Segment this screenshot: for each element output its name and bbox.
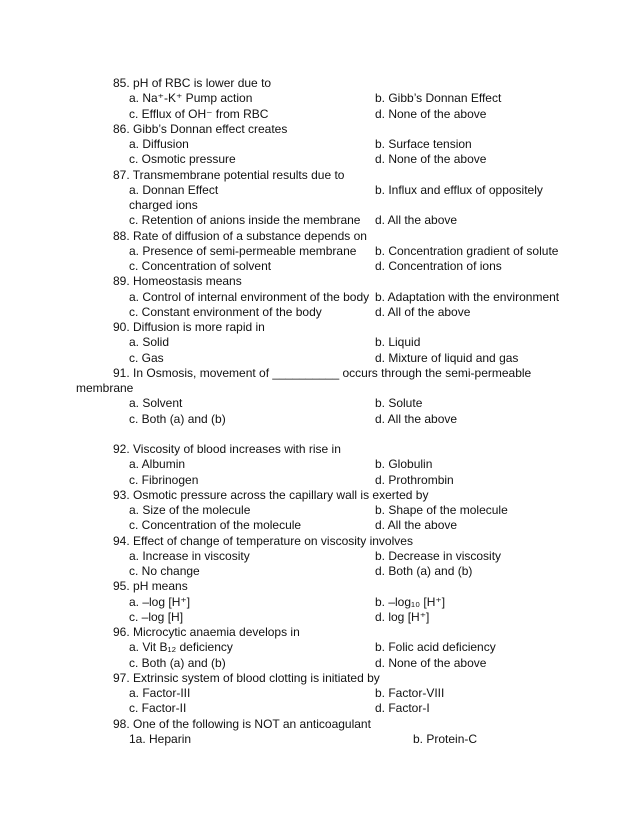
option-left-q96-1: c. Both (a) and (b) (129, 655, 226, 670)
option-left-q87-1: charged ions (129, 198, 198, 212)
option-right-q88-1: d. Concentration of ions (375, 259, 502, 273)
option-left-q97-0: a. Factor-III (129, 686, 191, 700)
option-left-q94-0: a. Increase in viscosity (129, 548, 250, 563)
option-right-q96-1: d. None of the above (375, 655, 487, 670)
option-right-q95-1: d. log [H⁺] (375, 609, 430, 624)
option-left-q86-0: a. Diffusion (129, 137, 189, 151)
question-q97: 97. Extrinsic system of blood clotting is initiated by (113, 670, 380, 685)
option-right-q89-0: b. Adaptation with the environment (375, 289, 560, 304)
question-q92: 92. Viscosity of blood increases with rise in (113, 442, 341, 456)
option-left-q98-0: 1a. Heparin (129, 731, 192, 746)
option-right-q88-0: b. Concentration gradient of solute (375, 243, 559, 258)
option-right-q91-0: b. Solute (375, 396, 423, 411)
option-right-q97-0: b. Factor-VIII (375, 686, 445, 700)
option-left-q97-1: c. Factor-II (129, 701, 187, 716)
option-left-q93-1: c. Concentration of the molecule (129, 518, 302, 533)
option-right-q90-1: d. Mixture of liquid and gas (375, 350, 519, 365)
question-q98: 98. One of the following is NOT an anticoagulant (113, 716, 371, 731)
option-right-q93-0: b. Shape of the molecule (375, 503, 508, 517)
question-q96: 96. Microcytic anaemia develops in (113, 625, 300, 639)
option-left-q89-1: c. Constant environment of the body (129, 304, 322, 319)
option-right-q98-0: b. Protein-C (413, 731, 478, 746)
option-left-q94-1: c. No change (129, 564, 200, 578)
question-q94: 94. Effect of change of temperature on viscosity involves (113, 533, 413, 548)
option-left-q85-0: a. Na⁺-K⁺ Pump action (129, 91, 253, 106)
option-left-q87-2: c. Retention of anions inside the membrane (129, 213, 361, 228)
option-left-q85-1: c. Efflux of OH⁻ from RBC (129, 106, 269, 121)
option-right-q92-1: d. Prothrombin (375, 472, 454, 487)
question-q91: 91. In Osmosis, movement of __________ occurs through the semi-permeable (113, 365, 532, 380)
question-q86: 86. Gibb’s Donnan effect creates (113, 121, 288, 136)
option-left-q95-1: c. –log [H] (129, 609, 184, 624)
option-left-q88-0: a. Presence of semi-permeable membrane (129, 243, 357, 258)
option-right-q93-1: d. All the above (375, 518, 458, 533)
option-right-q96-0: b. Folic acid deficiency (375, 640, 496, 655)
option-right-q87-0: b. Influx and efflux of oppositely (375, 182, 543, 197)
option-left-q91-0: a. Solvent (129, 396, 183, 411)
option-left-q92-1: c. Fibrinogen (129, 472, 199, 487)
option-left-q93-0: a. Size of the molecule (129, 503, 251, 517)
question-wrap-q91: membrane (76, 381, 134, 395)
option-right-q86-1: d. None of the above (375, 152, 487, 167)
option-right-q94-0: b. Decrease in viscosity (375, 548, 502, 563)
option-right-q95-0: b. –log₁₀ [H⁺] (375, 594, 446, 609)
option-right-q97-1: d. Factor-I (375, 701, 430, 716)
question-q93: 93. Osmotic pressure across the capillary wall is exerted by (113, 487, 429, 502)
option-right-q90-0: b. Liquid (375, 335, 421, 350)
question-q88: 88. Rate of diffusion of a substance depends on (113, 228, 367, 243)
question-q95: 95. pH means (113, 579, 188, 594)
option-left-q87-0: a. Donnan Effect (129, 182, 219, 197)
option-right-q92-0: b. Globulin (375, 457, 433, 472)
option-left-q86-1: c. Osmotic pressure (129, 152, 236, 167)
option-left-q90-1: c. Gas (129, 350, 164, 365)
question-q90: 90. Diffusion is more rapid in (113, 320, 265, 334)
option-left-q95-0: a. –log [H⁺] (129, 594, 191, 609)
option-left-q96-0: a. Vit B₁₂ deficiency (129, 640, 233, 655)
option-right-q85-1: d. None of the above (375, 106, 487, 121)
option-right-q89-1: d. All of the above (375, 304, 471, 319)
question-q89: 89. Homeostasis means (113, 274, 242, 289)
question-q85: 85. pH of RBC is lower due to (113, 76, 272, 90)
option-left-q89-0: a. Control of internal environment of the body (129, 289, 370, 304)
option-right-q91-1: d. All the above (375, 411, 458, 426)
option-right-q86-0: b. Surface tension (375, 137, 472, 151)
question-q87: 87. Transmembrane potential results due to (113, 167, 345, 182)
option-right-q87-2: d. All the above (375, 213, 458, 228)
option-left-q88-1: c. Concentration of solvent (129, 259, 272, 273)
option-right-q94-1: d. Both (a) and (b) (375, 564, 473, 578)
option-left-q91-1: c. Both (a) and (b) (129, 411, 226, 426)
option-left-q90-0: a. Solid (129, 335, 170, 350)
option-left-q92-0: a. Albumin (129, 457, 186, 472)
option-right-q85-0: b. Gibb’s Donnan Effect (375, 91, 502, 106)
